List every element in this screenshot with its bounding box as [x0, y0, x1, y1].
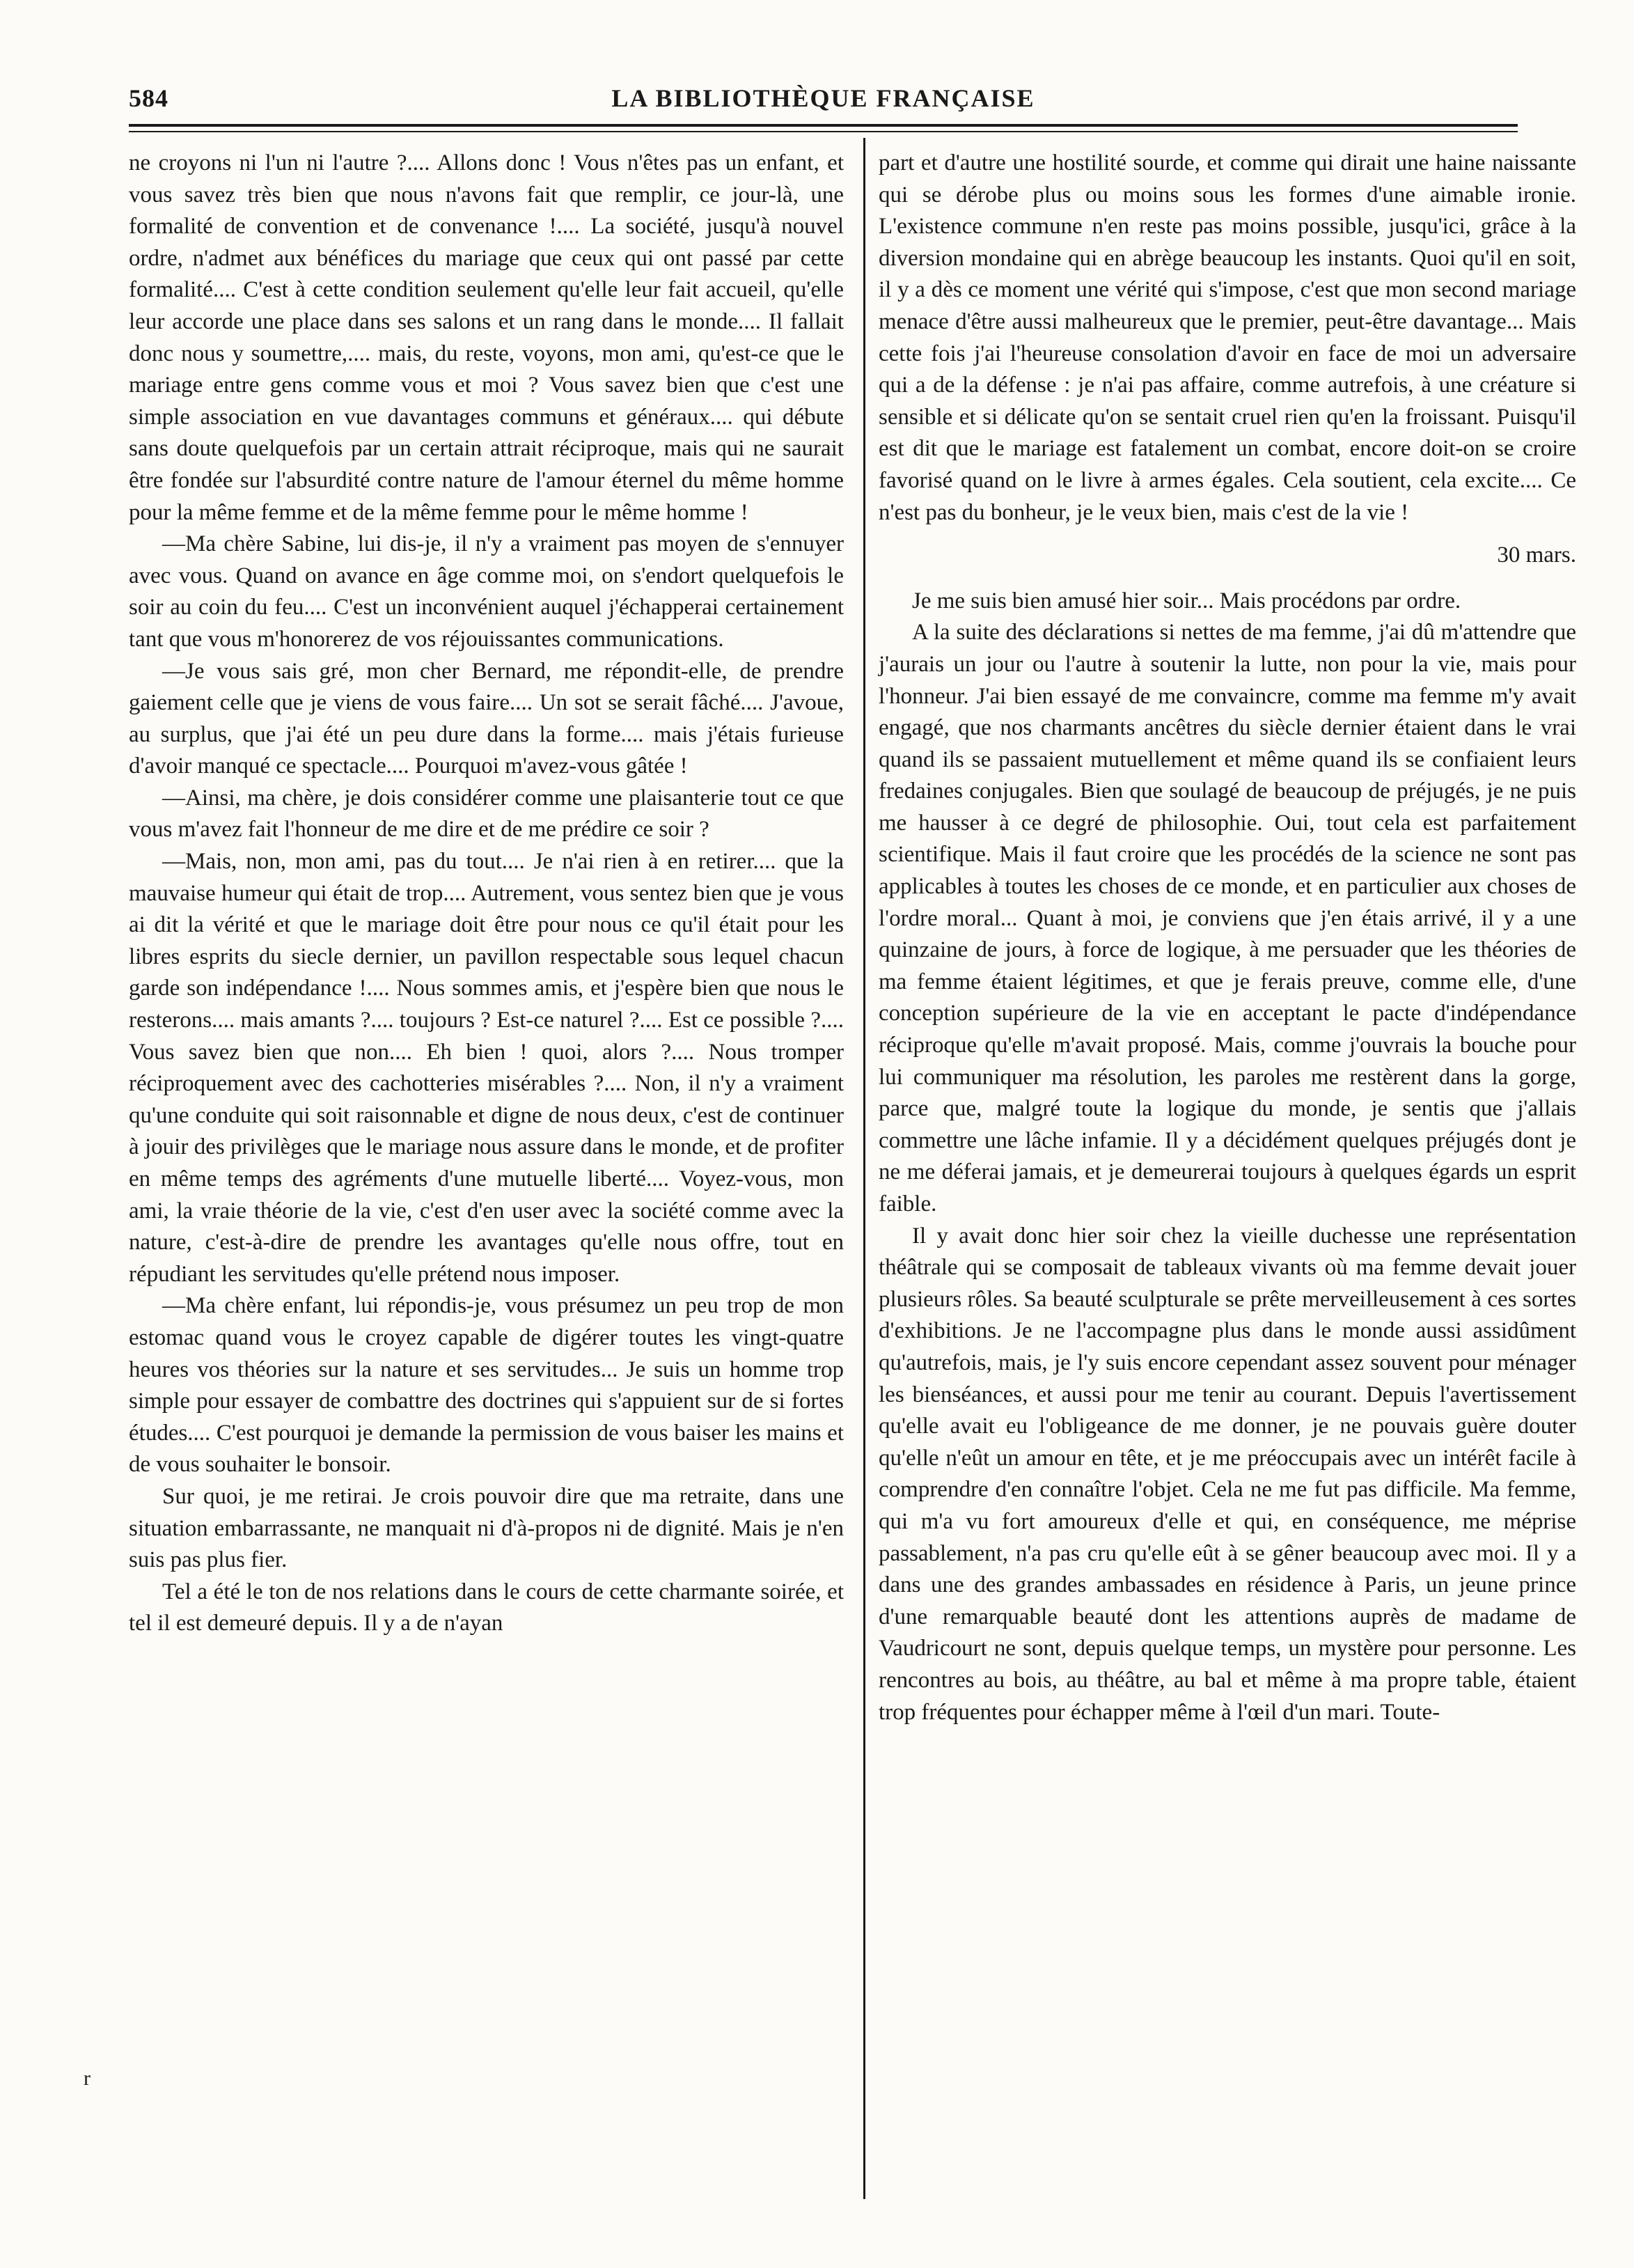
- diary-date: 30 mars.: [1497, 542, 1576, 568]
- running-title: LA BIBLIOTHÈQUE FRANÇAISE: [611, 84, 1035, 112]
- paragraph: —Je vous sais gré, mon cher Bernard, me répondit-elle, de prendre gaiement celle que je viens de vous faire.... Un sot se serait fâché.... J'avoue, au surplus, que j'ai été un peu dure dans la forme.... mais j'étais furieuse d'avoir manqué ce spectacle.... Pourquoi m'avez-vous gâtée !: [129, 658, 844, 779]
- paragraph: A la suite des déclarations si nettes de ma femme, j'ai dû m'attendre que j'aurais un jour ou l'autre à soutenir la lutte, non pour la vie, mais pour l'honneur. J'ai bien essayé de me convaincre, comme ma femme m'y avait engagé, que nos charmants ancêtres du siècle dernier étaient dans le vrai quand ils se passaient mutuellement et même quand ils se confiaient leurs fredaines conjugales. Bien que soulagé de beaucoup de préjugés, je ne puis me hausser à ce degré de philosophie. Oui, tout cela est parfaitement scientifique. Mais il faut croire que les procédés de la science ne sont pas applicables à toutes les choses de ce monde, et en particulier aux choses de l'ordre moral... Quant à moi, je conviens que j'en étais arrivé, il y a une quinzaine de jours, à force de logique, à me persuader que les théories de ma femme étaient légitimes, et que je ferais preuve, comme elle, d'une conception supérieure de la vie en acceptant le pacte d'indépendance réciproque qu'elle m'avait proposé. Mais, comme j'ouvrais la bouche pour lui communiquer ma résolution, les paroles me restèrent dans la gorge, parce que, malgré toute la logique du monde, je sentis que j'allais commettre une lâche infamie. Il y a décidément quelques préjugés dont je ne me déferai jamais, et je demeurerai toujours à quelques égards un esprit faible.: [879, 620, 1576, 1217]
- paragraph: —Ma chère enfant, lui répondis-je, vous présumez un peu trop de mon estomac quand vous le croyez capable de digérer toutes les vingt-quatre heures vos théories sur la nature et ses servitudes... Je suis un homme trop simple pour essayer de combattre des doctrines qui s'appuient sur de si fortes études.... C'est pourquoi je demande la permission de vous baiser les mains et de vous souhaiter le bonsoir.: [129, 1293, 844, 1478]
- paragraph: Il y avait donc hier soir chez la vieille duchesse une représentation théâtrale qui se composait de tableaux vivants où ma femme devait jouer plusieurs rôles. Sa beauté sculpturale se prête merveilleusement à ces sortes d'exhibitions. Je ne l'accompagne plus dans le monde aussi assidûment qu'autrefois, mais, je l'y suis encore cependant assez souvent pour ménager les bienséances, et aussi pour me tenir au courant. Depuis l'avertissement qu'elle avait eu l'obligeance de me donner, je ne pouvais guère douter qu'elle n'eût un amour en tête, et je me préoccupais avec un intérêt facile à comprendre d'en connaître l'objet. Cela ne me fut pas difficile. Ma femme, qui m'a vu fort amoureux d'elle et qui, en conséquence, me méprise passablement, n'a pas cru qu'elle eût à se gêner beaucoup avec moi. Il y a dans une des grandes ambassades en résidence à Paris, un jeune prince d'une remarquable beauté dont les attentions auprès de madame de Vaudricourt ne sont, depuis quelque temps, un mystère pour personne. Les rencontres au bois, au théâtre, au bal et même à ma propre table, étaient trop fréquentes pour échapper même à l'œil d'un mari. Toute-: [879, 1223, 1576, 1725]
- right-column: [879, 148, 1576, 1728]
- paragraph: Sur quoi, je me retirai. Je crois pouvoir dire que ma retraite, dans une situation embarrassante, ne manquait ni d'à-propos ni de dignité. Mais je n'en suis pas plus fier.: [129, 1483, 844, 1573]
- left-column: [129, 148, 844, 1640]
- header-rule-thin: [129, 131, 1518, 132]
- paragraph: Je me suis bien amusé hier soir... Mais procédons par ordre.: [912, 588, 1461, 613]
- paragraph: —Ma chère Sabine, lui dis-je, il n'y a vraiment pas moyen de s'ennuyer avec vous. Quand on avance en âge comme moi, on s'endort quelquefois le soir au coin du feu.... C'est un inconvénient auquel j'échapperai certainement tant que vous m'honorerez de vos réjouissantes communications.: [129, 531, 844, 652]
- paragraph: —Ainsi, ma chère, je dois considérer comme une plaisanterie tout ce que vous m'avez fait l'honneur de me dire et de me prédire ce soir ?: [129, 785, 844, 843]
- paragraph: —Mais, non, mon ami, pas du tout.... Je n'ai rien à en retirer.... que la mauvaise humeur qui était de trop.... Autrement, vous sentez bien que je vous ai dit la vérité et que le mariage doit être pour nous ce qu'il était pour les libres esprits du siecle dernier, un pavillon respectable sous lequel chacun garde son indépendance !.... Nous sommes amis, et j'espère bien que nous le resterons.... mais amants ?.... toujours ? Est-ce naturel ?.... Est ce possible ?.... Vous savez bien que non.... Eh bien ! quoi, alors ?.... Nous tromper réciproquement avec des cachotteries misérables ?.... Non, il n'y a vraiment qu'une conduite qui soit raisonnable et digne de nous deux, c'est de continuer à jouir des privilèges que le mariage nous assure dans le monde, et de profiter en même temps des agréments d'une mutuelle liberté.... Voyez-vous, mon ami, la vraie théorie de la vie, c'est d'en user avec la société comme avec la nature, c'est-à-dire de prendre les avantages qu'elle nous offre, tout en répudiant les servitudes qu'elle prétend nous imposer.: [129, 849, 844, 1287]
- header-rule-thick: [129, 124, 1518, 127]
- page-header: [129, 84, 1518, 125]
- margin-mark: r: [84, 2067, 91, 2090]
- paragraph: part et d'autre une hostilité sourde, et comme qui dirait une haine naissante qui se dérobe plus ou moins sous les formes d'une aimable ironie. L'existence commune n'en reste pas moins possible, jusqu'ici, grâce à la diversion mondaine qui en abrège beaucoup les instants. Quoi qu'il en soit, il y a dès ce moment une vérité qui s'impose, c'est que mon second mariage menace d'être aussi malheureux que le premier, peut-être davantage... Mais cette fois j'ai l'heureuse consolation d'avoir en face de moi un adversaire qui a de la défense : je n'ai pas affaire, comme autrefois, à une créature si sensible et si délicate qu'on se sentait cruel rien qu'en la froissant. Puisqu'il est dit que le mariage est fatalement un combat, encore doit-on se croire favorisé quand on le livre à armes égales. Cela soutient, cela excite.... Ce n'est pas du bonheur, je le veux bien, mais c'est de la vie !: [879, 150, 1576, 525]
- column-divider: [863, 138, 865, 2199]
- paragraph: Tel a été le ton de nos relations dans le cours de cette charmante soirée, et tel il est demeuré depuis. Il y a de n'ayan: [129, 1579, 844, 1636]
- page-number: 584: [129, 84, 168, 112]
- paragraph: ne croyons ni l'un ni l'autre ?.... Allons donc ! Vous n'êtes pas un enfant, et vous savez très bien que nous n'avons fait que remplir, ce jour-là, une formalité de convention et de convenance !.... La société, jusqu'à nouvel ordre, n'admet aux bénéfices du mariage que ceux qui ont passé par cette formalité.... C'est à cette condition seulement qu'elle leur fait accueil, qu'elle leur accorde une place dans ses salons et un rang dans le monde.... Il fallait donc nous y soumettre,.... mais, du reste, voyons, mon ami, qu'est-ce que le mariage entre gens comme vous et moi ? Vous savez bien que c'est une simple association en vue davantages communs et généraux.... qui débute sans doute quelquefois par un certain attrait réciproque, mais qui ne saurait être fondée sur l'absurdité contre nature de l'amour éternel du même homme pour la même femme et de la même femme pour le même homme !: [129, 150, 844, 525]
